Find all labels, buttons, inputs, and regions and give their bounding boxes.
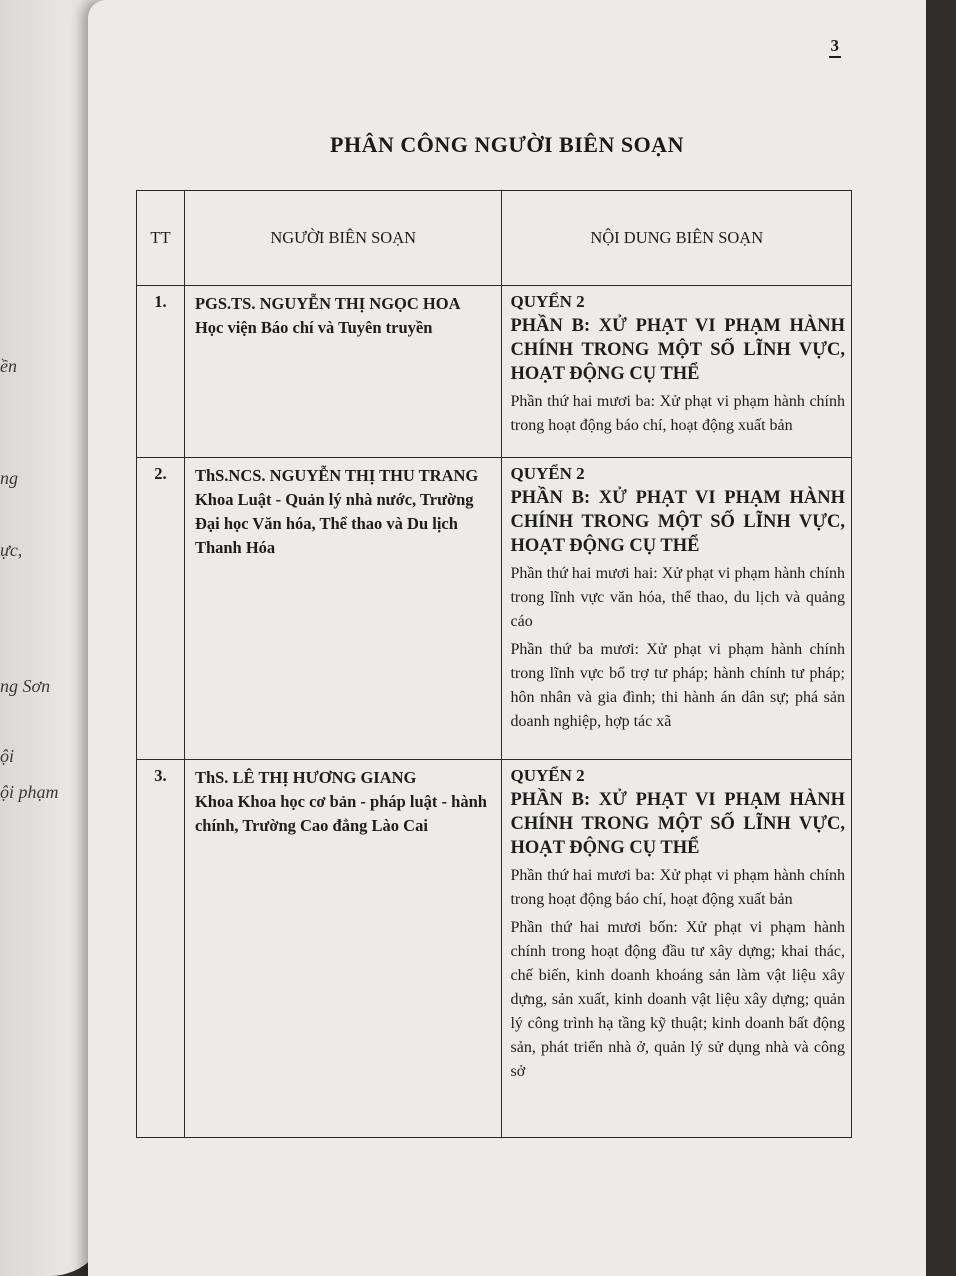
author-organization: Khoa Luật - Quản lý nhà nước, Trường Đại học Văn hóa, Thể thao và Du lịch Thanh Hóa <box>194 490 474 557</box>
prev-page-text: ội <box>0 746 15 766</box>
content-cell <box>502 286 852 458</box>
row-number: 2. <box>137 458 185 760</box>
content-item: Phần thứ hai mươi hai: Xử phạt vi phạm hành chính trong lĩnh vực văn hóa, thể thao, du lịch và quảng cáo <box>510 565 845 630</box>
author-cell <box>184 760 502 1138</box>
author-organization: Học viện Báo chí và Tuyên truyền <box>194 318 433 337</box>
document-page <box>88 0 926 1276</box>
table-header-row <box>137 191 852 286</box>
table-row <box>137 286 852 458</box>
part-heading: PHẦN B: XỬ PHẠT VI PHẠM HÀNH CHÍNH TRONG MỘT SỐ LĨNH VỰC, HOẠT ĐỘNG CỤ THỂ <box>510 316 845 384</box>
part-heading: PHẦN B: XỬ PHẠT VI PHẠM HÀNH CHÍNH TRONG MỘT SỐ LĨNH VỰC, HOẠT ĐỘNG CỤ THỂ <box>510 488 845 556</box>
row-number: 1. <box>137 286 185 458</box>
authors-table <box>136 190 852 1138</box>
author-cell <box>184 458 502 760</box>
content-cell <box>502 760 852 1138</box>
header-person: NGƯỜI BIÊN SOẠN <box>184 191 502 286</box>
prev-page-text: ội phạm <box>0 782 59 802</box>
author-name: PGS.TS. NGUYỄN THỊ NGỌC HOA <box>194 294 461 313</box>
volume-label: QUYỂN 2 <box>510 766 585 785</box>
page-number: 3 <box>829 36 842 58</box>
content-item: Phần thứ hai mươi bốn: Xử phạt vi phạm hành chính trong hoạt động đầu tư xây dựng; khai thác, chế biến, kinh doanh khoáng sản làm vật liệu xây dựng, sản xuất, kinh doanh vật liệu xây dựng; quản lý công trình hạ tầng kỹ thuật; kinh doanh bất động sản, phát triển nhà ở, quản lý sử dụng nhà và công sở <box>510 919 845 1080</box>
author-organization: Khoa Khoa học cơ bản - pháp luật - hành chính, Trường Cao đẳng Lào Cai <box>194 792 487 835</box>
page-title: PHÂN CÔNG NGƯỜI BIÊN SOẠN <box>330 132 684 157</box>
content-item: Phần thứ ba mươi: Xử phạt vi phạm hành chính trong lĩnh vực bổ trợ tư pháp; hành chính tư pháp; hôn nhân và gia đình; thi hành án dân sự; phá sản doanh nghiệp, hợp tác xã <box>510 641 845 730</box>
author-cell <box>184 286 502 458</box>
volume-label: QUYỂN 2 <box>510 464 585 483</box>
header-content: NỘI DUNG BIÊN SOẠN <box>502 191 852 286</box>
table-row <box>137 458 852 760</box>
part-heading: PHẦN B: XỬ PHẠT VI PHẠM HÀNH CHÍNH TRONG MỘT SỐ LĨNH VỰC, HOẠT ĐỘNG CỤ THỂ <box>510 790 845 858</box>
author-name: ThS. LÊ THỊ HƯƠNG GIANG <box>194 768 417 787</box>
content-item: Phần thứ hai mươi ba: Xử phạt vi phạm hành chính trong hoạt động báo chí, hoạt động xuất bản <box>510 867 845 908</box>
author-name: ThS.NCS. NGUYỄN THỊ THU TRANG <box>194 466 479 485</box>
content-item: Phần thứ hai mươi ba: Xử phạt vi phạm hành chính trong hoạt động báo chí, hoạt động xuất bản <box>510 393 845 434</box>
prev-page-text: ực, <box>0 540 23 560</box>
prev-page-text: ền <box>0 356 17 376</box>
prev-page-text: ng Sơn <box>0 676 51 696</box>
header-tt: TT <box>137 191 185 286</box>
volume-label: QUYỂN 2 <box>510 292 585 311</box>
table-row <box>137 760 852 1138</box>
row-number: 3. <box>137 760 185 1138</box>
content-cell <box>502 458 852 760</box>
prev-page-text: ng <box>0 468 18 488</box>
